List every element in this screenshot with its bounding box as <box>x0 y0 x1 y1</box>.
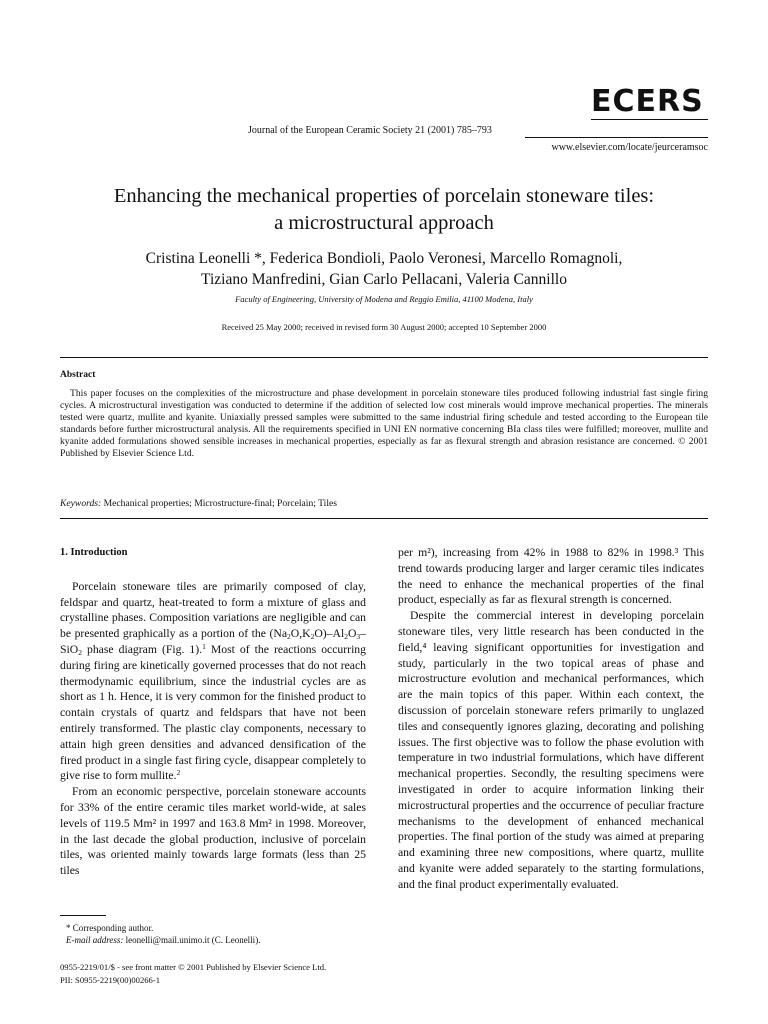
section-heading: 1. Introduction <box>60 547 128 558</box>
header-rule-bottom <box>525 137 708 138</box>
title-line: Enhancing the mechanical properties of porcelain stoneware tiles: <box>113 185 655 207</box>
abstract-heading: Abstract <box>60 370 96 380</box>
keywords-label: Keywords: <box>60 498 102 509</box>
email-address[interactable]: leonelli@mail.unimo.it (C. Leonelli). <box>125 935 261 945</box>
journal-logo: ECERS <box>591 84 704 119</box>
paragraph: Porcelain stoneware tiles are primarily composed of clay, feldspar and quartz, heat-treated to form a mixture of glass and crystalline phases. Composition variations are negligible and can be presented graphically as a portion of the $(Na_2O,K_2O)-Al_2O_3-SiO_2$ phase diagram (Fig. 1).$^1$ Most of the reactions occurring during firing are kinetically governed processes that do not reach thermodynamic equilibrium, since the industrial cycles are as short as 1 h. Hence, it is very common for the finished product to contain crystals of quartz and feldspars that have not been entirely transformed. The plastic clay components, necessary to attain high green densities and advanced densification of the fired product in a single fast firing cycle, disappear completely to give rise to form mullite.$^2$ <box>60 579 366 783</box>
footnote <box>60 922 380 946</box>
paragraph: From an economic perspective, porcelain stoneware accounts for 33% of the entire ceramic tiles market world-wide, at sales levels of 119.5 Mm² in 1997 and 163.8 Mm² in 1998. Moreover, in the last decade the global production, inclusive of porcelain tiles, was oriented mainly towards large formats (less than 25 tiles <box>60 785 366 878</box>
abstract-text: This paper focuses on the complexities of the microstructure and phase development in porcelain stoneware tiles produced following industrial fast single firing cycles. A microstructural investigation was conducted to determine if the addition of selected low cost minerals would improve mechanical properties. The minerals tested were quartz, mullite and kyanite. Uniaxially pressed samples were submitted to the same industrial firing schedule and tested according to the European tile standards before further microstructural analysis. All the requirements specified in UNI EN normative concerning BIa class tiles were fulfilled; moreover, mullite and kyanite added formulations showed sensible increases in mechanical properties, especially as far as flexural strength and abrasion resistance are concerned. © 2001 Published by Elsevier Science Ltd. <box>60 388 708 460</box>
paragraph: per m²), increasing from 42% in 1988 to 82% in 1998.³ This trend towards producing larger and larger ceramic tiles indicates the need to enhance the mechanical properties of the final product, especially as far as flexural strength is concerned. <box>398 546 704 607</box>
abstract-rule-bottom <box>60 518 708 519</box>
received-dates: Received 25 May 2000; received in revised form 30 August 2000; accepted 10 September 2000 <box>221 322 547 332</box>
footnote-email <box>60 934 380 946</box>
email-label: E-mail address: <box>66 935 124 945</box>
journal-url[interactable]: www.elsevier.com/locate/jeurceramsoc <box>551 142 708 153</box>
keywords <box>60 498 337 509</box>
column-left <box>60 545 366 879</box>
keywords-text: Mechanical properties; Microstructure-final; Porcelain; Tiles <box>103 498 338 509</box>
copyright-block <box>60 961 326 986</box>
author-list <box>40 248 728 290</box>
footnote-rule <box>60 915 106 916</box>
footnote-corresponding: * Corresponding author. <box>66 923 154 933</box>
journal-citation: Journal of the European Ceramic Society 21 (2001) 785–793 <box>248 125 492 136</box>
pii-line: PII: S0955-2219(00)00266-1 <box>60 974 161 985</box>
author-line: Cristina Leonelli *, Federica Bondioli, Paolo Veronesi, Marcello Romagnoli, <box>145 250 623 267</box>
abstract-rule-top <box>60 357 708 358</box>
paragraph: Despite the commercial interest in developing porcelain stoneware tiles, very little research has been conducted in the field,⁴ leaving significant opportunities for investigation and study, particularly in the two topical areas of phase and microstructure evolution and mechanical performances, which are the main topics of this paper. Within each context, the discussion of porcelain stoneware refers primarily to unglazed tiles and consequently ignores glazing, decorating and polishing issues. The first objective was to follow the phase evolution with temperature in two industrial formulations, which have different mechanical properties. Secondly, the resulting specimens were investigated in order to acquire information linking their microstructural properties and the occurrence of peculiar fracture mechanisms to the development of enhanced mechanical properties. The final portion of the study was aimed at preparing and examining three new compositions, where quartz, mullite and kyanite were added separately to the starting formulations, and the final product experimentally evaluated. <box>398 609 704 891</box>
affiliation: Faculty of Engineering, University of Modena and Reggio Emilia, 41100 Modena, Italy <box>235 294 533 304</box>
copyright-line: 0955-2219/01/$ - see front matter © 2001 Published by Elsevier Science Ltd. <box>60 962 327 972</box>
author-line: Tiziano Manfredini, Gian Carlo Pellacani, Valeria Cannillo <box>201 271 567 288</box>
header-rule-top <box>591 119 708 120</box>
column-right <box>398 545 704 893</box>
title-line: a microstructural approach <box>274 212 494 234</box>
article-title <box>40 183 728 237</box>
